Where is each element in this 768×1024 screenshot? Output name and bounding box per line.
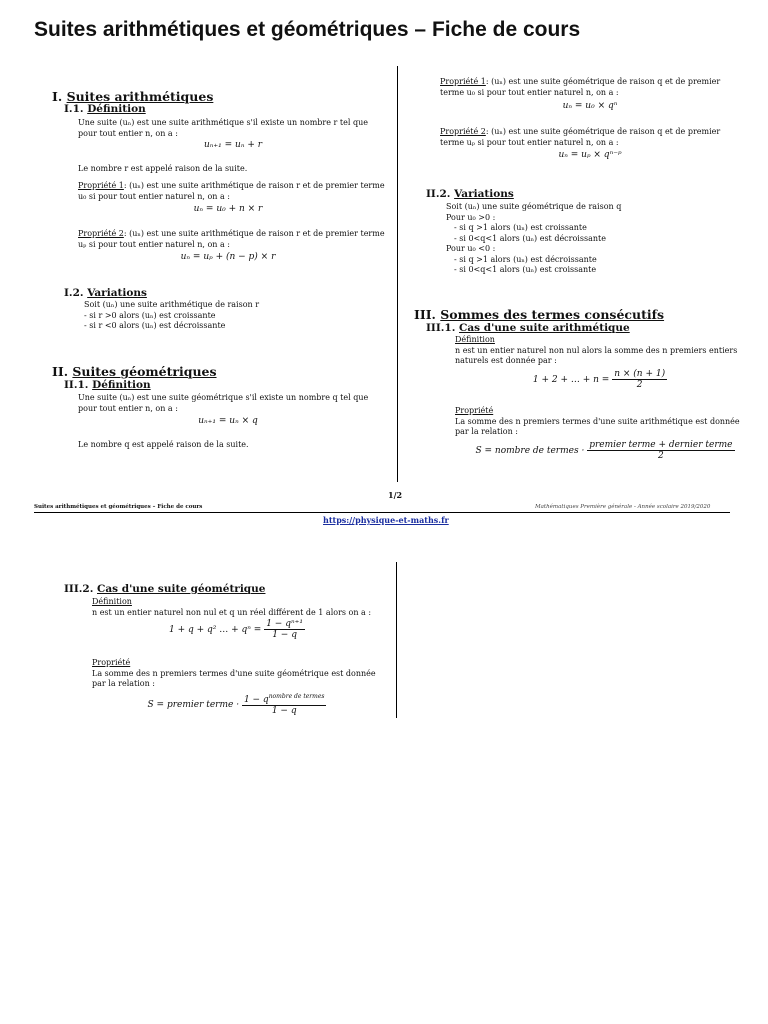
arith-prop1-text: Propriété 1: (uₙ) est une suite arithmétique de raison r et de premier terme u₀ si pour tout entier naturel n, on a : bbox=[78, 181, 385, 201]
arith-prop2-text: Propriété 2: (uₙ) est une suite arithmétique de raison r et de premier terme uₚ si pour tout entier naturel n, on a : bbox=[78, 229, 385, 249]
footer-left: Suites arithmétiques et géométriques – Fiche de cours bbox=[34, 504, 203, 510]
arith-prop1-equation: uₙ = u₀ + n × r bbox=[193, 204, 263, 214]
sum-geo-def-label: Définition bbox=[92, 597, 132, 606]
arith-def-text: Une suite (uₙ) est une suite arithmétique s'il existe un nombre r tel que pour tout entier n, on a : bbox=[78, 118, 368, 138]
footer-rule bbox=[34, 512, 730, 513]
geo-var-line: - si 0<q<1 alors (uₙ) est croissante bbox=[454, 265, 597, 274]
sum-geo-def-equation: 1 + q + q² … + qⁿ = $\frac{\text{1 − qⁿ⁺¹}}{1 - q}$ bbox=[169, 619, 303, 640]
sum-arith-prop-text: La somme des n premiers termes d'une suite arithmétique est donnée par la relation : bbox=[455, 416, 740, 436]
arith-def-equation: uₙ₊₁ = uₙ + r bbox=[203, 140, 263, 150]
geo-var-line: - si q >1 alors (uₙ) est décroissante bbox=[454, 254, 597, 264]
arith-variations bbox=[84, 300, 384, 332]
column-divider bbox=[397, 66, 398, 482]
geo-variations bbox=[446, 202, 746, 276]
column-divider-page-2 bbox=[396, 562, 397, 718]
geo-prop1-text: Propriété 1: (uₙ) est une suite géométrique de raison q et de premier terme u₀ si pour tout entier naturel n, on a : bbox=[440, 77, 721, 97]
subsection-1-1-heading: I.1. Définition bbox=[64, 103, 146, 115]
sum-arith-prop bbox=[455, 406, 745, 438]
section-1-heading: I. Suites arithmétiques bbox=[52, 89, 214, 104]
sum-arith-def-equation: 1 + 2 + … + n = $\frac{n \times (n + 1)}{2}$ bbox=[532, 369, 666, 390]
sum-arith-prop-equation: S = nombre de termes · $\frac{\text{premier terme + dernier terme}}{2}$ bbox=[475, 440, 733, 461]
subsection-3-2-heading: III.2. Cas d'une suite géométrique bbox=[64, 583, 266, 595]
geo-var-line: Pour u₀ >0 : bbox=[446, 212, 496, 222]
footer-right: Mathématiques Première générale - Année scolaire 2019/2020 bbox=[535, 504, 711, 510]
page-title: Suites arithmétiques et géométriques – Fiche de cours bbox=[34, 18, 581, 41]
page-number: 1/2 bbox=[388, 490, 403, 500]
exponent-label: nombre de termes bbox=[268, 693, 325, 700]
website-link[interactable]: https://physique-et-maths.fr bbox=[323, 515, 449, 525]
geo-prop2-text: Propriété 2: (uₙ) est une suite géométrique de raison q et de premier terme uₚ si pour tout entier naturel n, on a : bbox=[440, 127, 721, 147]
sum-geo-prop-equation: S = premier terme · $\frac{1 - q^{nombre de termes}}{1 - q}$ bbox=[147, 693, 325, 716]
section-3-heading: III. Sommes des termes consécutifs bbox=[414, 307, 665, 322]
geo-var-line: - si 0<q<1 alors (uₙ) est décroissante bbox=[454, 233, 606, 243]
subsection-1-2-heading: I.2. Variations bbox=[64, 287, 147, 299]
geo-var-line: - si q >1 alors (uₙ) est croissante bbox=[454, 223, 587, 232]
geo-def-text: Une suite (uₙ) est une suite géométrique s'il existe un nombre q tel que pour tout entier n, on a : bbox=[78, 393, 369, 413]
sum-arith-def-label: Définition bbox=[455, 335, 495, 344]
sum-geo-prop bbox=[92, 658, 387, 690]
geo-prop2-equation: uₙ = uₚ × qⁿ⁻ᵖ bbox=[558, 150, 622, 160]
arith-var-line: - si r >0 alors (uₙ) est croissante bbox=[84, 310, 216, 320]
sum-arith-def bbox=[455, 335, 745, 367]
geo-prop1-equation: uₙ = u₀ × qⁿ bbox=[562, 101, 618, 111]
arith-var-line: - si r <0 alors (uₙ) est décroissante bbox=[84, 321, 226, 330]
sum-geo-def bbox=[92, 597, 387, 618]
section-2-heading: II. Suites géométriques bbox=[52, 364, 217, 379]
sum-geo-def-text: n est un entier naturel non nul et q un réel différent de 1 alors on a : bbox=[92, 607, 372, 617]
subsection-2-1-heading: II.1. Définition bbox=[64, 379, 151, 391]
arith-raison-text: Le nombre r est appelé raison de la suite. bbox=[78, 164, 248, 173]
subsection-2-2-heading: II.2. Variations bbox=[426, 188, 514, 200]
geo-def-equation: uₙ₊₁ = uₙ × q bbox=[198, 416, 258, 426]
arith-prop2-equation: uₙ = uₚ + (n − p) × r bbox=[180, 252, 276, 262]
sum-geo-prop-text: La somme des n premiers termes d'une suite géométrique est donnée par la relation : bbox=[92, 668, 376, 688]
subsection-3-1-heading: III.1. Cas d'une suite arithmétique bbox=[426, 322, 630, 334]
geo-raison-text: Le nombre q est appelé raison de la suite. bbox=[78, 440, 249, 449]
geo-var-line: Soit (uₙ) une suite géométrique de raison q bbox=[446, 202, 622, 211]
arith-var-line: Soit (uₙ) une suite arithmétique de raison r bbox=[84, 300, 260, 309]
sum-arith-prop-label: Propriété bbox=[455, 406, 494, 415]
sum-arith-def-text: n est un entier naturel non nul alors la somme des n premiers entiers naturels est donnée par : bbox=[455, 345, 738, 365]
geo-var-line: Pour u₀ <0 : bbox=[446, 244, 496, 253]
sum-geo-prop-label: Propriété bbox=[92, 658, 131, 667]
